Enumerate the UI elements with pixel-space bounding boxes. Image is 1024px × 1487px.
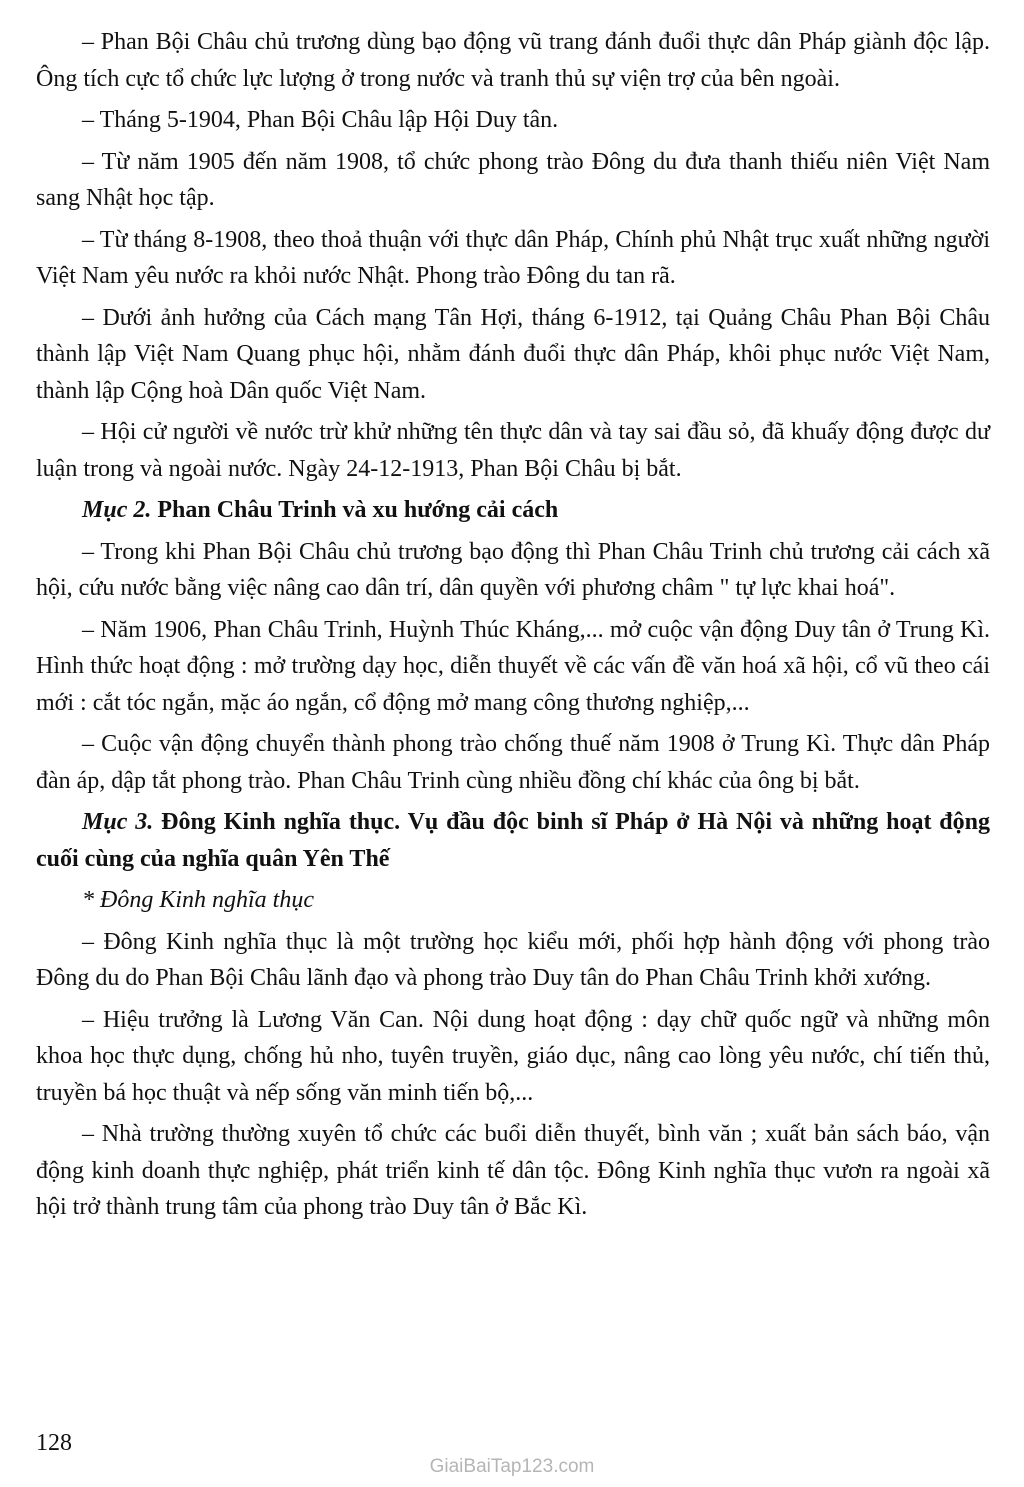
subheading-dong-kinh: * Đông Kinh nghĩa thục — [82, 887, 314, 913]
watermark: GiaiBaiTap123.com — [429, 1456, 595, 1477]
paragraph-duy-tan-society: – Tháng 5-1904, Phan Bội Châu lập Hội Duy tân. — [82, 107, 559, 133]
paragraph-school-activities: – Nhà trường thường xuyên tổ chức các buổi diễn thuyết, bình văn ; xuất bản sách báo, vận động kinh doanh thực nghiệp, phát triển kinh tế dân tộc. Đông Kinh nghĩa thục vươn ra ngoài xã hội trở thành trung tâm của phong trào Duy tân ở Bắc Kì. — [36, 1121, 990, 1220]
section-3-label: Mục 3. — [82, 809, 154, 835]
paragraph-dong-du-collapse: – Từ tháng 8-1908, theo thoả thuận với thực dân Pháp, Chính phủ Nhật trục xuất những người Việt Nam yêu nước ra khỏi nước Nhật. Phong trào Đông du tan rã. — [36, 226, 990, 289]
section-2-title: Phan Châu Trinh và xu hướng cải cách — [157, 497, 559, 523]
section-2-label: Mục 2. — [82, 497, 152, 523]
paragraph-principal: – Hiệu trưởng là Lương Văn Can. Nội dung hoạt động : dạy chữ quốc ngữ và những môn khoa học thực dụng, chống hủ nho, tuyên truyền, giáo dục, nâng cao lòng yêu nước, chí tiến thủ, truyền bá học thuật và nếp sống văn minh tiến bộ,... — [36, 1006, 990, 1106]
paragraph-tax-protest: – Cuộc vận động chuyển thành phong trào chống thuế năm 1908 ở Trung Kì. Thực dân Pháp đàn áp, dập tắt phong trào. Phan Châu Trinh cùng nhiều đồng chí khác của ông bị bắt. — [36, 731, 990, 794]
section-3-title: Đông Kinh nghĩa thục. Vụ đầu độc binh sĩ Pháp ở Hà Nội và những hoạt động cuối cùng của nghĩa quân Yên Thế — [36, 809, 991, 872]
paragraph-reform-policy: – Trong khi Phan Bội Châu chủ trương bạo động thì Phan Châu Trinh chủ trương cải cách xã hội, cứu nước bằng việc nâng cao dân trí, dân quyền với phương châm " tự lực khai hoá". — [36, 538, 990, 601]
paragraph-quang-phuc-hoi: – Dưới ảnh hưởng của Cách mạng Tân Hợi, tháng 6-1912, tại Quảng Châu Phan Bội Châu thành lập Việt Nam Quang phục hội, nhằm đánh đuổi thực dân Pháp, khôi phục nước Việt Nam, thành lập Cộng hoà Dân quốc Việt Nam. — [36, 304, 990, 404]
page-body — [36, 24, 990, 1231]
section-2-heading — [36, 492, 990, 529]
paragraph-dong-kinh-school: – Đông Kinh nghĩa thục là một trường học kiểu mới, phối hợp hành động với phong trào Đông du do Phan Bội Châu lãnh đạo và phong trào Duy tân do Phan Châu Trinh khởi xướng. — [36, 928, 990, 991]
section-3-heading — [36, 804, 990, 877]
page-number: 128 — [36, 1430, 72, 1456]
paragraph-arrest-1913: – Hội cử người về nước trừ khử những tên thực dân và tay sai đầu sỏ, đã khuấy động được dư luận trong và ngoài nước. Ngày 24-12-1913, Phan Bội Châu bị bắt. — [36, 419, 990, 482]
paragraph-phan-boi-chau-policy: – Phan Bội Châu chủ trương dùng bạo động vũ trang đánh đuổi thực dân Pháp giành độc lập. Ông tích cực tổ chức lực lượng ở trong nước và tranh thủ sự viện trợ của bên ngoài. — [36, 29, 990, 92]
paragraph-duy-tan-campaign: – Năm 1906, Phan Châu Trinh, Huỳnh Thúc Kháng,... mở cuộc vận động Duy tân ở Trung Kì. Hình thức hoạt động : mở trường dạy học, diễn thuyết về các vấn đề văn hoá xã hội, cổ vũ theo cái mới : cắt tóc ngắn, mặc áo ngắn, cổ động mở mang công thương nghiệp,... — [36, 616, 990, 716]
paragraph-dong-du-movement: – Từ năm 1905 đến năm 1908, tổ chức phong trào Đông du đưa thanh thiếu niên Việt Nam sang Nhật học tập. — [36, 148, 990, 211]
